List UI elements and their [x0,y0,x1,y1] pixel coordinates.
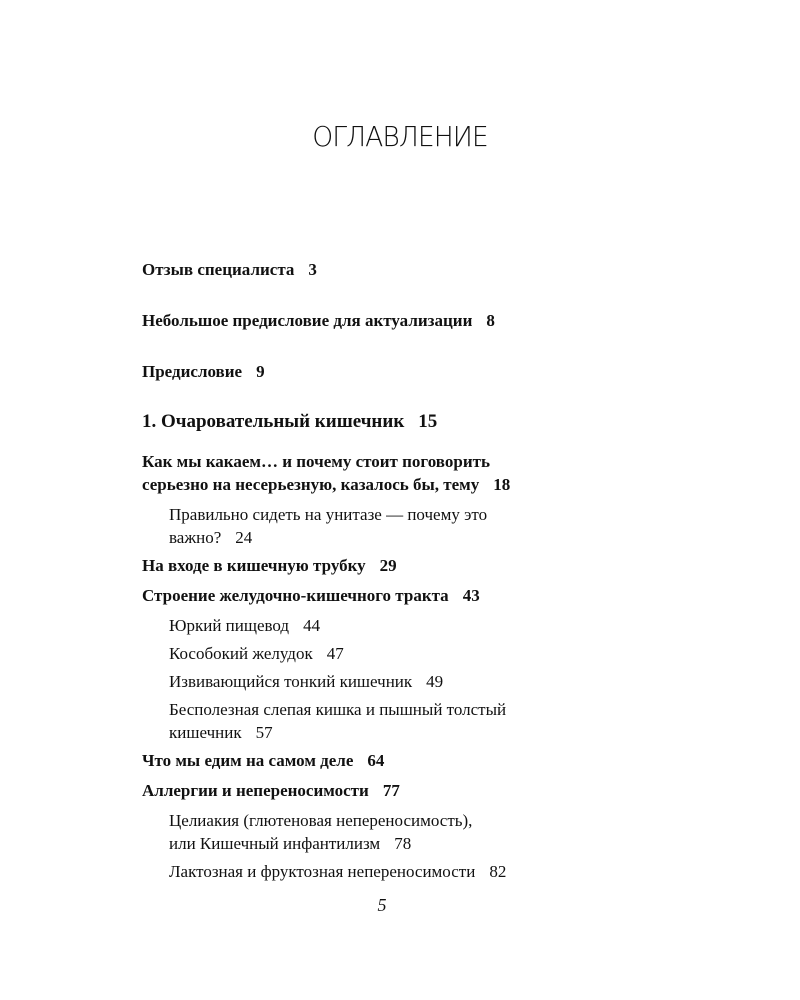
toc-subsection-page: 49 [426,672,444,691]
toc-subsection[interactable] [142,698,572,744]
toc-subsection[interactable] [142,642,572,665]
toc-subsection-page: 47 [326,644,344,663]
toc-subsection[interactable] [142,670,572,693]
toc-entry-title: Предисловие [142,362,243,381]
toc-section-title: Строение желудочно-кишечного тракта [142,586,449,605]
toc-entry[interactable] [142,258,572,282]
toc-subsection-page: 44 [303,616,321,635]
toc-subsection-title: Юркий пищевод [169,616,290,635]
toc-entry-title: Отзыв специалиста [142,260,295,279]
toc-chapter-page: 15 [418,411,438,432]
toc-subsection-title: Бесполезная слепая кишка и пышный толстый кишечник [169,700,507,742]
toc-section[interactable] [142,450,572,496]
toc-entry-page: 9 [256,362,265,381]
toc-subsection[interactable] [142,614,572,637]
toc-section-page: 29 [379,556,397,575]
toc-entry[interactable] [142,309,572,333]
toc-chapter[interactable] [142,409,572,435]
toc-section[interactable] [142,749,572,772]
toc-subsection-title: Извивающийся тонкий кишечник [169,672,413,691]
toc-subsection-page: 57 [255,723,273,742]
page-number: 5 [377,895,387,915]
toc-section-page: 64 [367,751,385,770]
toc-subsection-title: Кособокий желудок [169,644,313,663]
toc-entry-page: 3 [308,260,317,279]
toc-subsection[interactable] [142,503,572,549]
toc-subsection-title: Правильно сидеть на унитазе — почему это важно? [169,505,488,547]
toc-section-page: 43 [462,586,480,605]
toc-subsection-page: 82 [489,862,507,881]
toc-section[interactable] [142,554,572,577]
toc-section-title: Что мы едим на самом деле [142,751,354,770]
toc-section-title: Аллергии и непереносимости [142,781,369,800]
toc-section[interactable] [142,779,572,802]
toc-chapter-title: 1. Очаровательный кишечник [142,411,405,432]
toc-subsection[interactable] [142,809,572,855]
toc-section-page: 77 [382,781,400,800]
toc-subsection-title: Лактозная и фруктозная непереносимости [169,862,476,881]
toc-section-page: 18 [493,475,511,494]
toc-subsection-title: Целиакия (глютеновая непереносимость), или Кишечный инфантилизм [169,811,473,853]
toc-section-title: Как мы какаем… и почему стоит поговорить серьезно на несерьезную, казалось бы, тему [142,452,490,494]
toc-section[interactable] [142,584,572,607]
toc-subsection[interactable] [142,860,572,883]
toc-entry-page: 8 [486,311,495,330]
table-of-contents [142,258,572,888]
toc-section-title: На входе в кишечную трубку [142,556,366,575]
page-title: ОГЛАВЛЕНИЕ [312,120,488,153]
toc-subsection-page: 24 [235,528,253,547]
toc-subsection-page: 78 [394,834,412,853]
toc-entry[interactable] [142,360,572,384]
toc-entry-title: Небольшое предисловие для актуализации [142,311,473,330]
